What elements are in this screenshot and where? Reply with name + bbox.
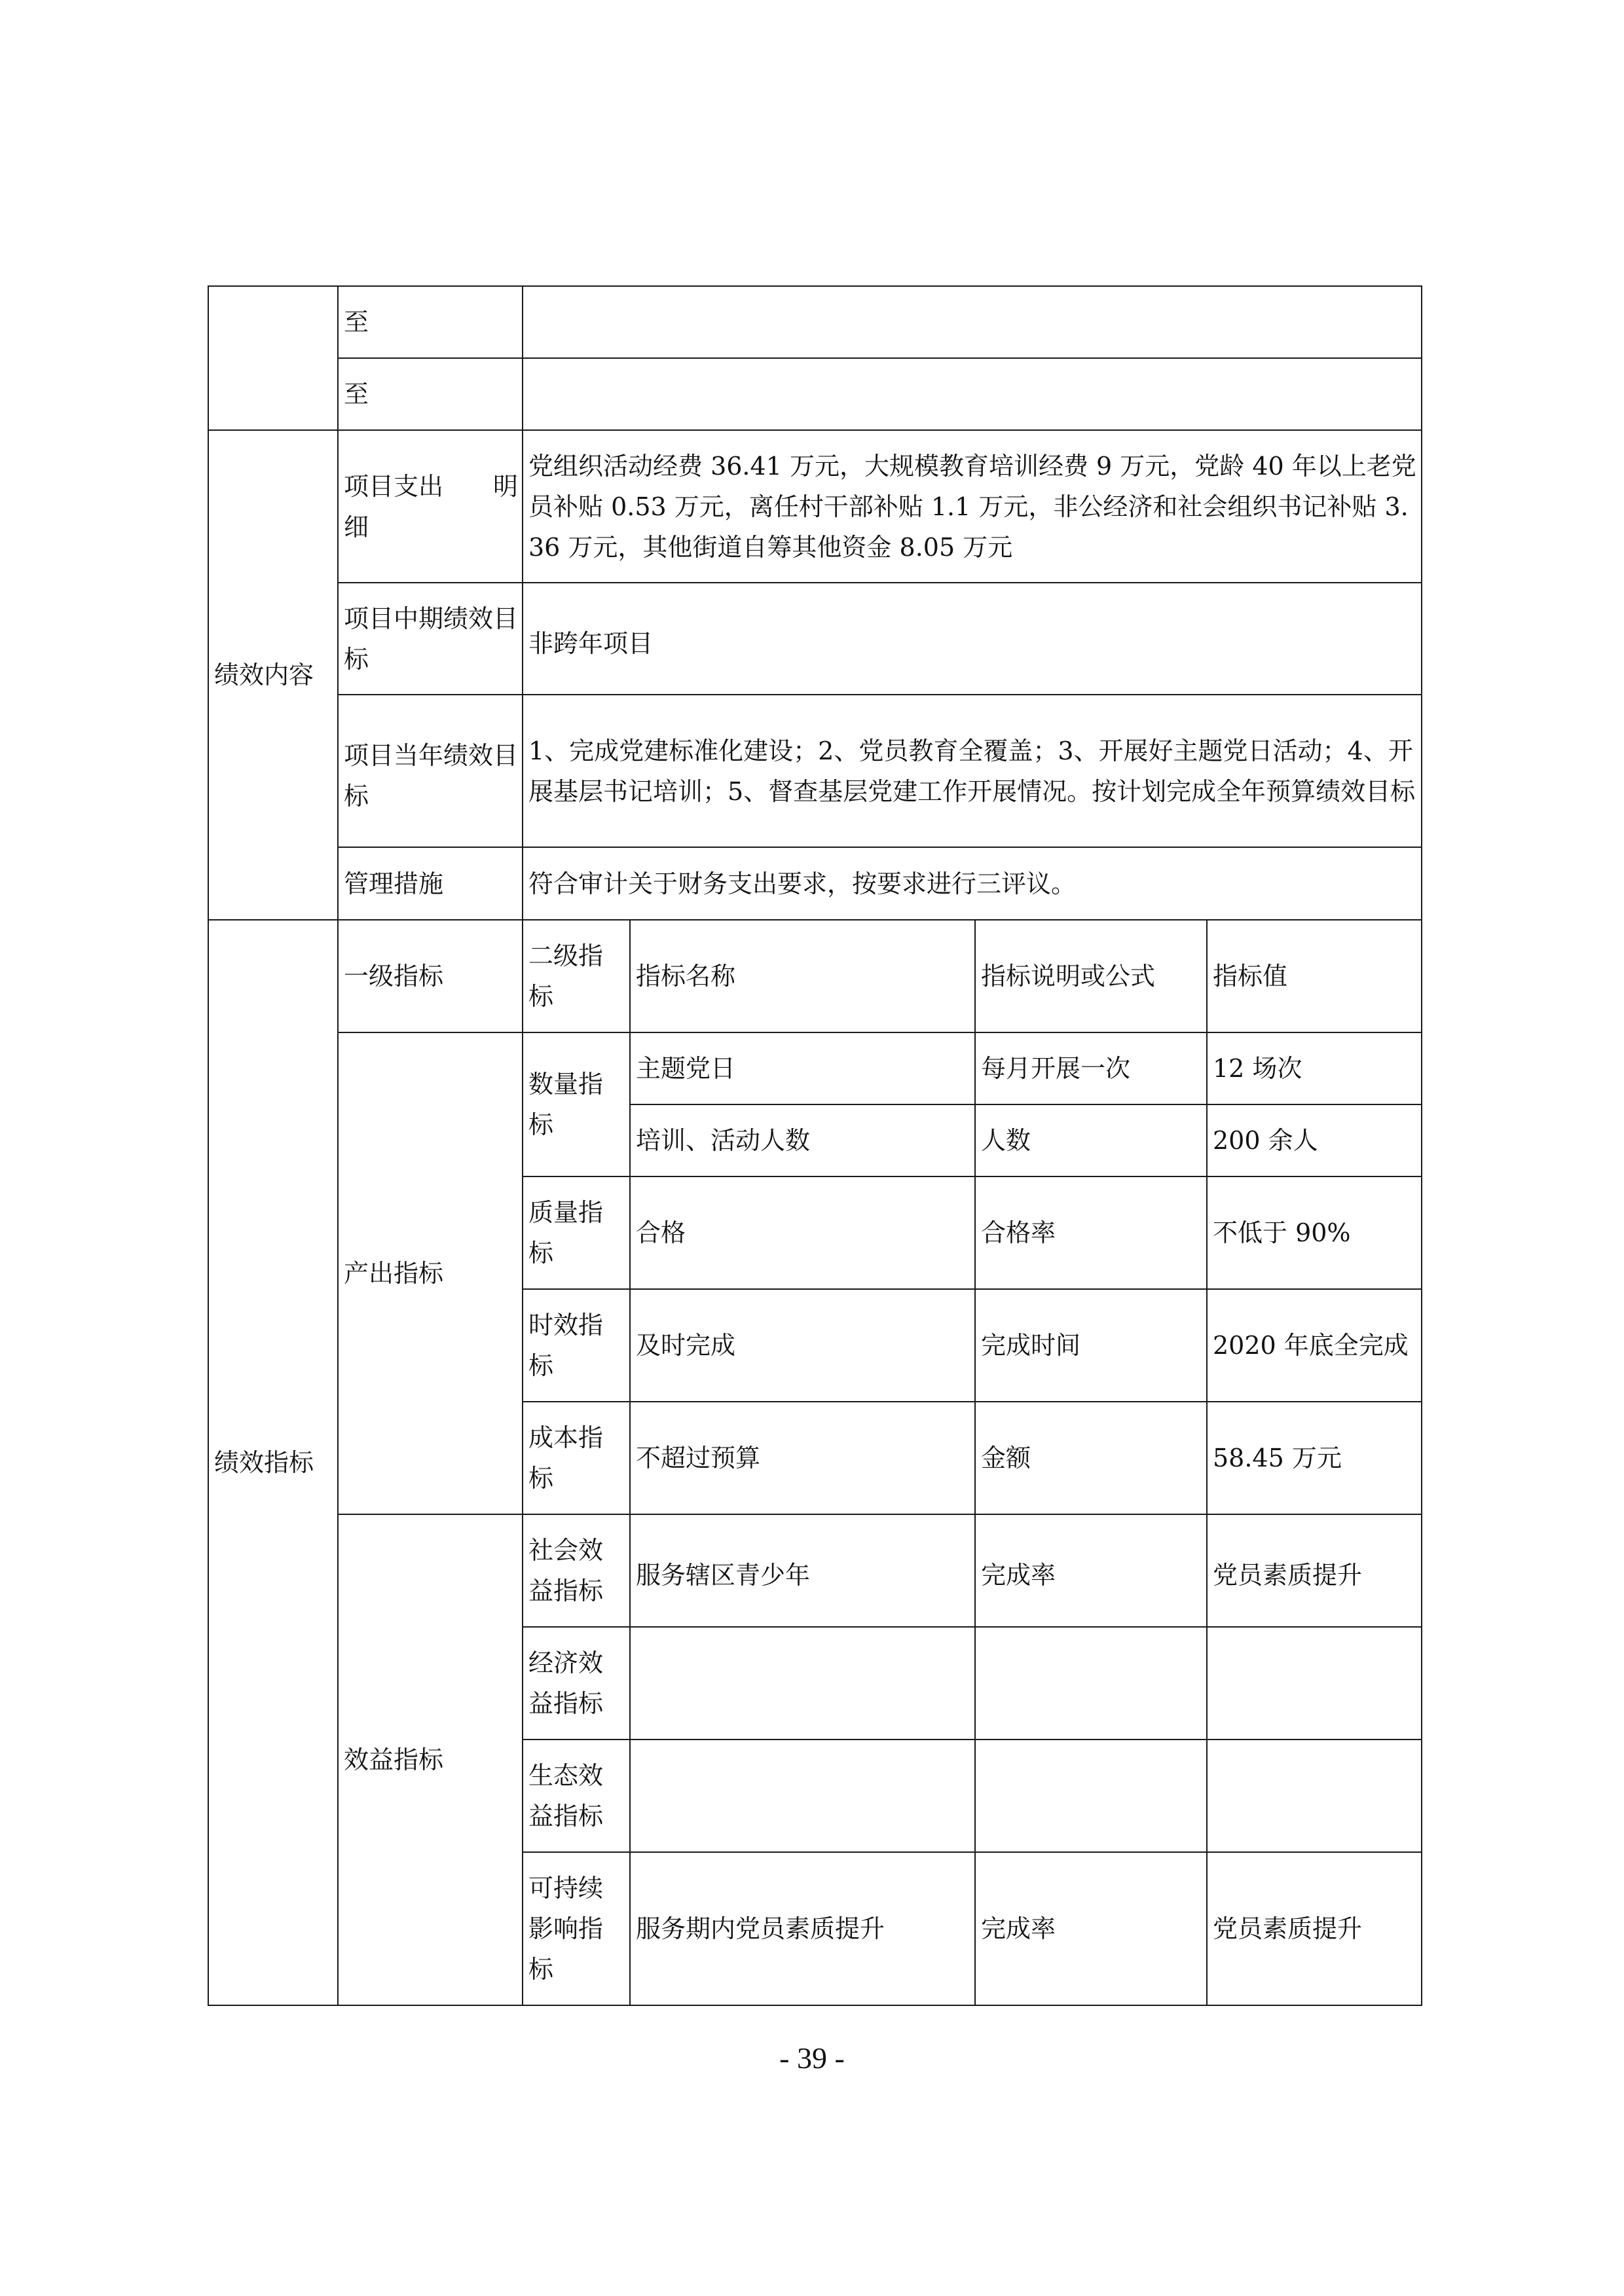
indicator-name: 主题党日 bbox=[630, 1032, 975, 1104]
ecological-benefit-label: 生态效益指标 bbox=[523, 1740, 630, 1852]
content-row-annual bbox=[208, 695, 1422, 847]
indicator-name: 服务辖区青少年 bbox=[630, 1514, 975, 1627]
indicator-value: 党员素质提升 bbox=[1207, 1514, 1422, 1627]
date-row-2 bbox=[208, 358, 1422, 430]
indicator-desc: 金额 bbox=[975, 1402, 1207, 1514]
date-row-value bbox=[523, 358, 1422, 430]
indicator-value: 200 余人 bbox=[1207, 1104, 1422, 1176]
indicator-name: 合格 bbox=[630, 1176, 975, 1289]
social-benefit-label: 社会效益指标 bbox=[523, 1514, 630, 1627]
indicator-name: 培训、活动人数 bbox=[630, 1104, 975, 1176]
header-name: 指标名称 bbox=[630, 920, 975, 1032]
header-desc: 指标说明或公式 bbox=[975, 920, 1207, 1032]
content-section-label: 绩效内容 bbox=[208, 430, 338, 920]
indicator-desc: 每月开展一次 bbox=[975, 1032, 1207, 1104]
indicator-value: 不低于 90% bbox=[1207, 1176, 1422, 1289]
indicator-desc: 完成率 bbox=[975, 1852, 1207, 2005]
indicator-name: 及时完成 bbox=[630, 1289, 975, 1402]
annual-goal-label: 项目当年绩效目标 bbox=[338, 695, 523, 847]
indicator-name: 服务期内党员素质提升 bbox=[630, 1852, 975, 2005]
indicator-name: 不超过预算 bbox=[630, 1402, 975, 1514]
header-level1: 一级指标 bbox=[338, 920, 523, 1032]
indicator-name bbox=[630, 1627, 975, 1740]
indicator-value bbox=[1207, 1740, 1422, 1852]
date-row-label: 至 bbox=[338, 286, 523, 358]
date-row-1 bbox=[208, 286, 1422, 358]
indicator-desc bbox=[975, 1627, 1207, 1740]
indicator-name bbox=[630, 1740, 975, 1852]
quantity-indicator-label: 数量指标 bbox=[523, 1032, 630, 1176]
content-row-measures bbox=[208, 847, 1422, 920]
header-value: 指标值 bbox=[1207, 920, 1422, 1032]
table-row bbox=[208, 1032, 1422, 1104]
date-row-label: 至 bbox=[338, 358, 523, 430]
midterm-goal-label: 项目中期绩效目标 bbox=[338, 583, 523, 695]
page-number: - 39 - bbox=[779, 2041, 845, 2075]
expense-detail-value: 党组织活动经费 36.41 万元，大规模教育培训经费 9 万元，党龄 40 年以上老党员补贴 0.53 万元，离任村干部补贴 1.1 万元，非公经济和社会组织书记补贴 3.36 万元，其他街道自筹其他资金 8.05 万元 bbox=[523, 430, 1422, 583]
table-row bbox=[208, 1514, 1422, 1627]
date-label-cell bbox=[208, 286, 338, 430]
indicator-section-label: 绩效指标 bbox=[208, 920, 338, 2005]
indicator-value: 12 场次 bbox=[1207, 1032, 1422, 1104]
content-row-midterm bbox=[208, 583, 1422, 695]
performance-table bbox=[208, 285, 1422, 2006]
indicator-value: 2020 年底全完成 bbox=[1207, 1289, 1422, 1402]
indicator-value bbox=[1207, 1627, 1422, 1740]
timeliness-indicator-label: 时效指标 bbox=[523, 1289, 630, 1402]
indicator-desc: 完成时间 bbox=[975, 1289, 1207, 1402]
indicator-header-row bbox=[208, 920, 1422, 1032]
midterm-goal-value: 非跨年项目 bbox=[523, 583, 1422, 695]
indicator-desc: 合格率 bbox=[975, 1176, 1207, 1289]
quality-indicator-label: 质量指标 bbox=[523, 1176, 630, 1289]
benefit-indicator-label: 效益指标 bbox=[338, 1514, 523, 2005]
date-row-value bbox=[523, 286, 1422, 358]
content-row-expense bbox=[208, 430, 1422, 583]
sustainable-impact-label: 可持续影响指标 bbox=[523, 1852, 630, 2005]
indicator-value: 58.45 万元 bbox=[1207, 1402, 1422, 1514]
annual-goal-value: 1、完成党建标准化建设；2、党员教育全覆盖；3、开展好主题党日活动；4、开展基层书记培训；5、督查基层党建工作开展情况。按计划完成全年预算绩效目标 bbox=[523, 695, 1422, 847]
indicator-desc: 完成率 bbox=[975, 1514, 1207, 1627]
indicator-value: 党员素质提升 bbox=[1207, 1852, 1422, 2005]
economic-benefit-label: 经济效益指标 bbox=[523, 1627, 630, 1740]
header-level2: 二级指标 bbox=[523, 920, 630, 1032]
cost-indicator-label: 成本指标 bbox=[523, 1402, 630, 1514]
indicator-desc: 人数 bbox=[975, 1104, 1207, 1176]
indicator-desc bbox=[975, 1740, 1207, 1852]
expense-detail-label: 项目支出 明细 bbox=[338, 430, 523, 583]
measures-label: 管理措施 bbox=[338, 847, 523, 920]
output-indicator-label: 产出指标 bbox=[338, 1032, 523, 1514]
measures-value: 符合审计关于财务支出要求，按要求进行三评议。 bbox=[523, 847, 1422, 920]
